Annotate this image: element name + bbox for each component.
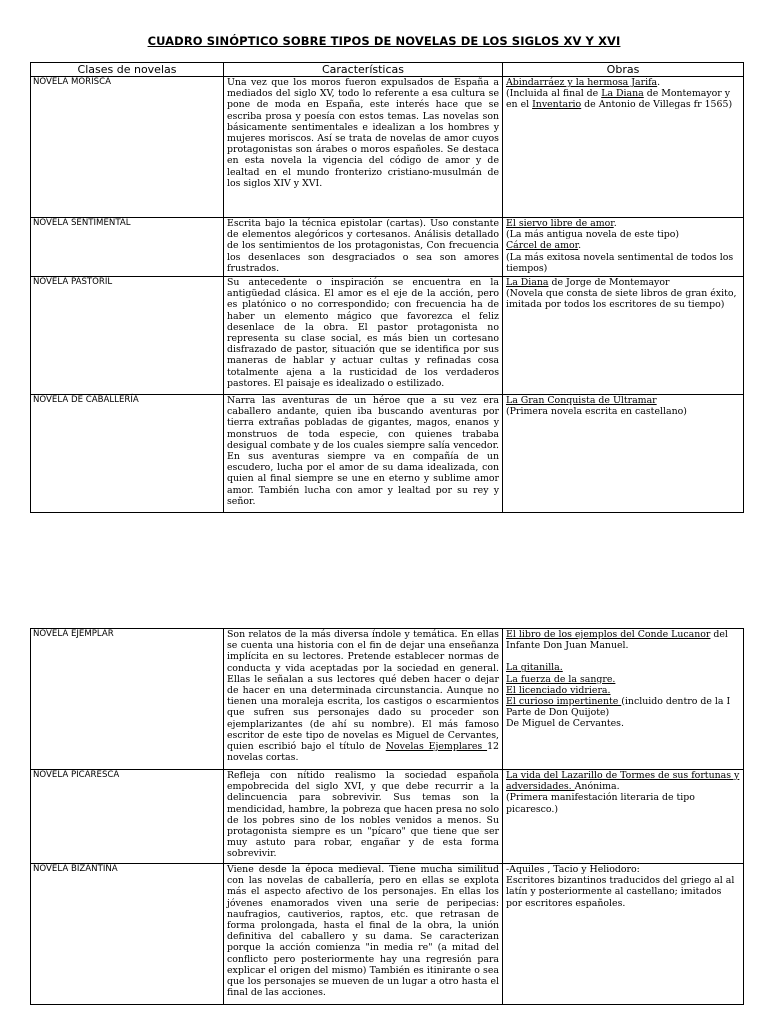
row-works <box>503 218 744 277</box>
work-title: La gitanilla. <box>506 662 563 674</box>
novel-table-part-1 <box>30 62 744 513</box>
row-class-name: NOVELA DE CABALLERÍA <box>31 395 224 513</box>
row-characteristics: Narra las aventuras de un héroe que a su vez era caballero andante, quien iba buscando aventuras por tierra extrañas pobladas de gigantes, magos, enanos y monstruos de toda especie, con quienes trababa desigual combate y de los cuales siempre salía vencedor. En sus aventuras siempre va en compañía de un escudero, lucha por el amor de su dama idealizada, con quien al final siempre se une en eterno y sublime amor amor. También lucha con amor y lealtad por su rey y señor. <box>224 395 503 513</box>
work-text: (La más exitosa novela sentimental de todos los tiempos) <box>506 251 734 274</box>
row-characteristics <box>224 629 503 770</box>
table-header-row <box>31 63 744 77</box>
table-row <box>31 218 744 277</box>
row-characteristics: Viene desde la época medieval. Tiene mucha similitud con las novelas de caballería, pero en ellas se explota más el aspecto afectivo de los personajes. En ellas los jóvenes enamorados viven una serie de peripecias: naufragios, cautiverios, raptos, etc. que retrasan de forma prolongada, hasta el final de la obra, la unión definitiva del caballero y su dama. Se caracterizan porque la acción comienza "in media re" (a mitad del conflicto pero posteriormente hay una regresión para explicar el origen del mismo) También es itinirante o sea que los personajes se mueven de un lugar a otro hasta el final de las acciones. <box>224 864 503 1005</box>
novel-table-part-2 <box>30 628 744 1005</box>
work-title: El libro de los ejemplos del Conde Lucanor <box>506 629 711 640</box>
characteristics-text: 12 novelas cortas. <box>227 741 499 764</box>
row-class-name: NOVELA BIZANTINA <box>31 864 224 1005</box>
work-title: Abindarráez y la hermosa Jarifa <box>506 77 658 88</box>
work-text: . <box>613 218 617 229</box>
work-title: El curioso impertinente <box>506 696 622 708</box>
work-title: La vida del Lazarillo de Tormes de sus fortunas y adversidades. <box>506 770 740 793</box>
work-title: El siervo libre de amor <box>506 218 614 229</box>
row-works <box>503 77 744 218</box>
table-row <box>31 277 744 395</box>
work-text: de Montemayor y en el <box>506 88 731 111</box>
work-text: (Primera manifestación literaria de tipo picaresco.) <box>506 792 695 815</box>
work-title: La Diana <box>601 88 644 100</box>
work-text: . <box>657 77 661 88</box>
work-text: de Antonio de Villegas fr 1565) <box>581 99 733 111</box>
row-class-name: NOVELA MORISCA <box>31 77 224 218</box>
work-title: Inventario <box>532 99 582 111</box>
work-text: (Incluida al final de <box>506 88 602 100</box>
header-obras: Obras <box>503 63 744 77</box>
row-characteristics: Una vez que los moros fueron expulsados de España a mediados del siglo XV, todo lo referente a esa cultura se pone de moda en España, este interés hace que se escriba prosa y poesía con estos temas. Las novelas son básicamente sentimentales e idealizan a los hombres y mujeres moriscos. Así se trata de novelas de amor cuyos protagonistas son árabes o moros españoles. Se destaca en esta novela la vigencia del código de amor y de lealtad en el mundo fronterizo cristiano-musulmán de los siglos XIV y XVI. <box>224 77 503 218</box>
row-class-name: NOVELA EJEMPLAR <box>31 629 224 770</box>
header-clases: Clases de novelas <box>31 63 224 77</box>
work-text: De Miguel de Cervantes. <box>506 718 624 730</box>
table-row <box>31 770 744 864</box>
row-works <box>503 395 744 513</box>
row-class-name: NOVELA PASTORIL <box>31 277 224 395</box>
table-row <box>31 77 744 218</box>
work-text: -Aquiles , Tacio y Heliodoro: <box>506 864 640 875</box>
row-works <box>503 629 744 770</box>
work-text: (Primera novela escrita en castellano) <box>506 406 687 418</box>
row-works <box>503 770 744 864</box>
work-title: El licenciado vidriera. <box>506 684 611 696</box>
characteristics-text: Son relatos de la más diversa índole y temática. En ellas se cuenta una historia con el fin de dejar una enseñanza implícita en su lectores. Pretende establecer normas de conducta y vida aceptadas por la sociedad en general. Ellas le señalan a sus lectores qué deben hacer o dejar de hacer en una determinada circunstancia. Aunque no tienen una moraleja escrita, los castigos o escarmientos que sufren sus personajes dado su proceder son ejemplarizantes (de ahí su nombre). El más famoso escritor de este tipo de novelas es Miguel de Cervantes, quien escribió bajo el título de <box>227 629 499 753</box>
work-text: (Novela que consta de siete libros de gran éxito, imitada por todos los escritores de su tiempo) <box>506 288 737 311</box>
work-title: La Gran Conquista de Ultramar <box>506 395 657 406</box>
work-text: (incluido dentro de la I Parte de Don Quijote) <box>506 696 731 719</box>
table-row <box>31 864 744 1005</box>
work-title: Novelas Ejemplares <box>385 741 488 753</box>
table-row <box>31 395 744 513</box>
row-class-name: NOVELA SENTIMENTAL <box>31 218 224 277</box>
row-works <box>503 864 744 1005</box>
work-title: Cárcel de amor <box>506 240 579 252</box>
row-characteristics: Su antecedente o inspiración se encuentra en la antigüedad clásica. El amor es el eje de la acción, pero es platónico o no correspondido; con frecuencia ha de haber un elemento mágico que favorezca el feliz desenlace de la obra. El pastor protagonista no representa su clase social, es más bien un cortesano disfrazado de pastor, situación que se identifica por sus maneras de hablar y actuar cultas y refinadas cosa totalmente ajena a la rusticidad de los verdaderos pastores. El paisaje es idealizado o estilizado. <box>224 277 503 395</box>
work-title: La Diana <box>506 277 549 288</box>
row-characteristics: Escrita bajo la técnica epistolar (cartas). Uso constante de elementos alegóricos y cortesanos. Análisis detallado de los sentimientos de los protagonistas, Con frecuencia los desenlaces son desgraciados o sea son amores frustrados. <box>224 218 503 277</box>
row-works <box>503 277 744 395</box>
work-text: . <box>578 240 582 252</box>
work-text: Escritores bizantinos traducidos del griego al al latín y posteriormente al castellano; imitados por escritores españoles. <box>506 875 735 909</box>
document-title: CUADRO SINÓPTICO SOBRE TIPOS DE NOVELAS DE LOS SIGLOS XV Y XVI <box>147 34 621 48</box>
work-title: La fuerza de la sangre. <box>506 673 616 685</box>
work-text: del Infante Don Juan Manuel. <box>506 629 728 652</box>
table-row <box>31 629 744 770</box>
work-text: de Jorge de Montemayor <box>548 277 670 288</box>
work-text: Anónima. <box>574 781 620 793</box>
row-class-name: NOVELA PICARESCA <box>31 770 224 864</box>
work-text: (La más antigua novela de este tipo) <box>506 229 680 241</box>
row-characteristics: Refleja con nítido realismo la sociedad española empobrecida del siglo XVI, y que debe recurrir a la delincuencia para sobrevivir. Sus temas son la mendicidad, hambre, la pobreza que hacen presa no solo de los pobres sino de los nobles venidos a menos. Su protagonista siempre es un "pícaro" que tiene que ser muy astuto para robar, engañar y de esta forma sobrevivir. <box>224 770 503 864</box>
header-caracteristicas: Características <box>224 63 503 77</box>
